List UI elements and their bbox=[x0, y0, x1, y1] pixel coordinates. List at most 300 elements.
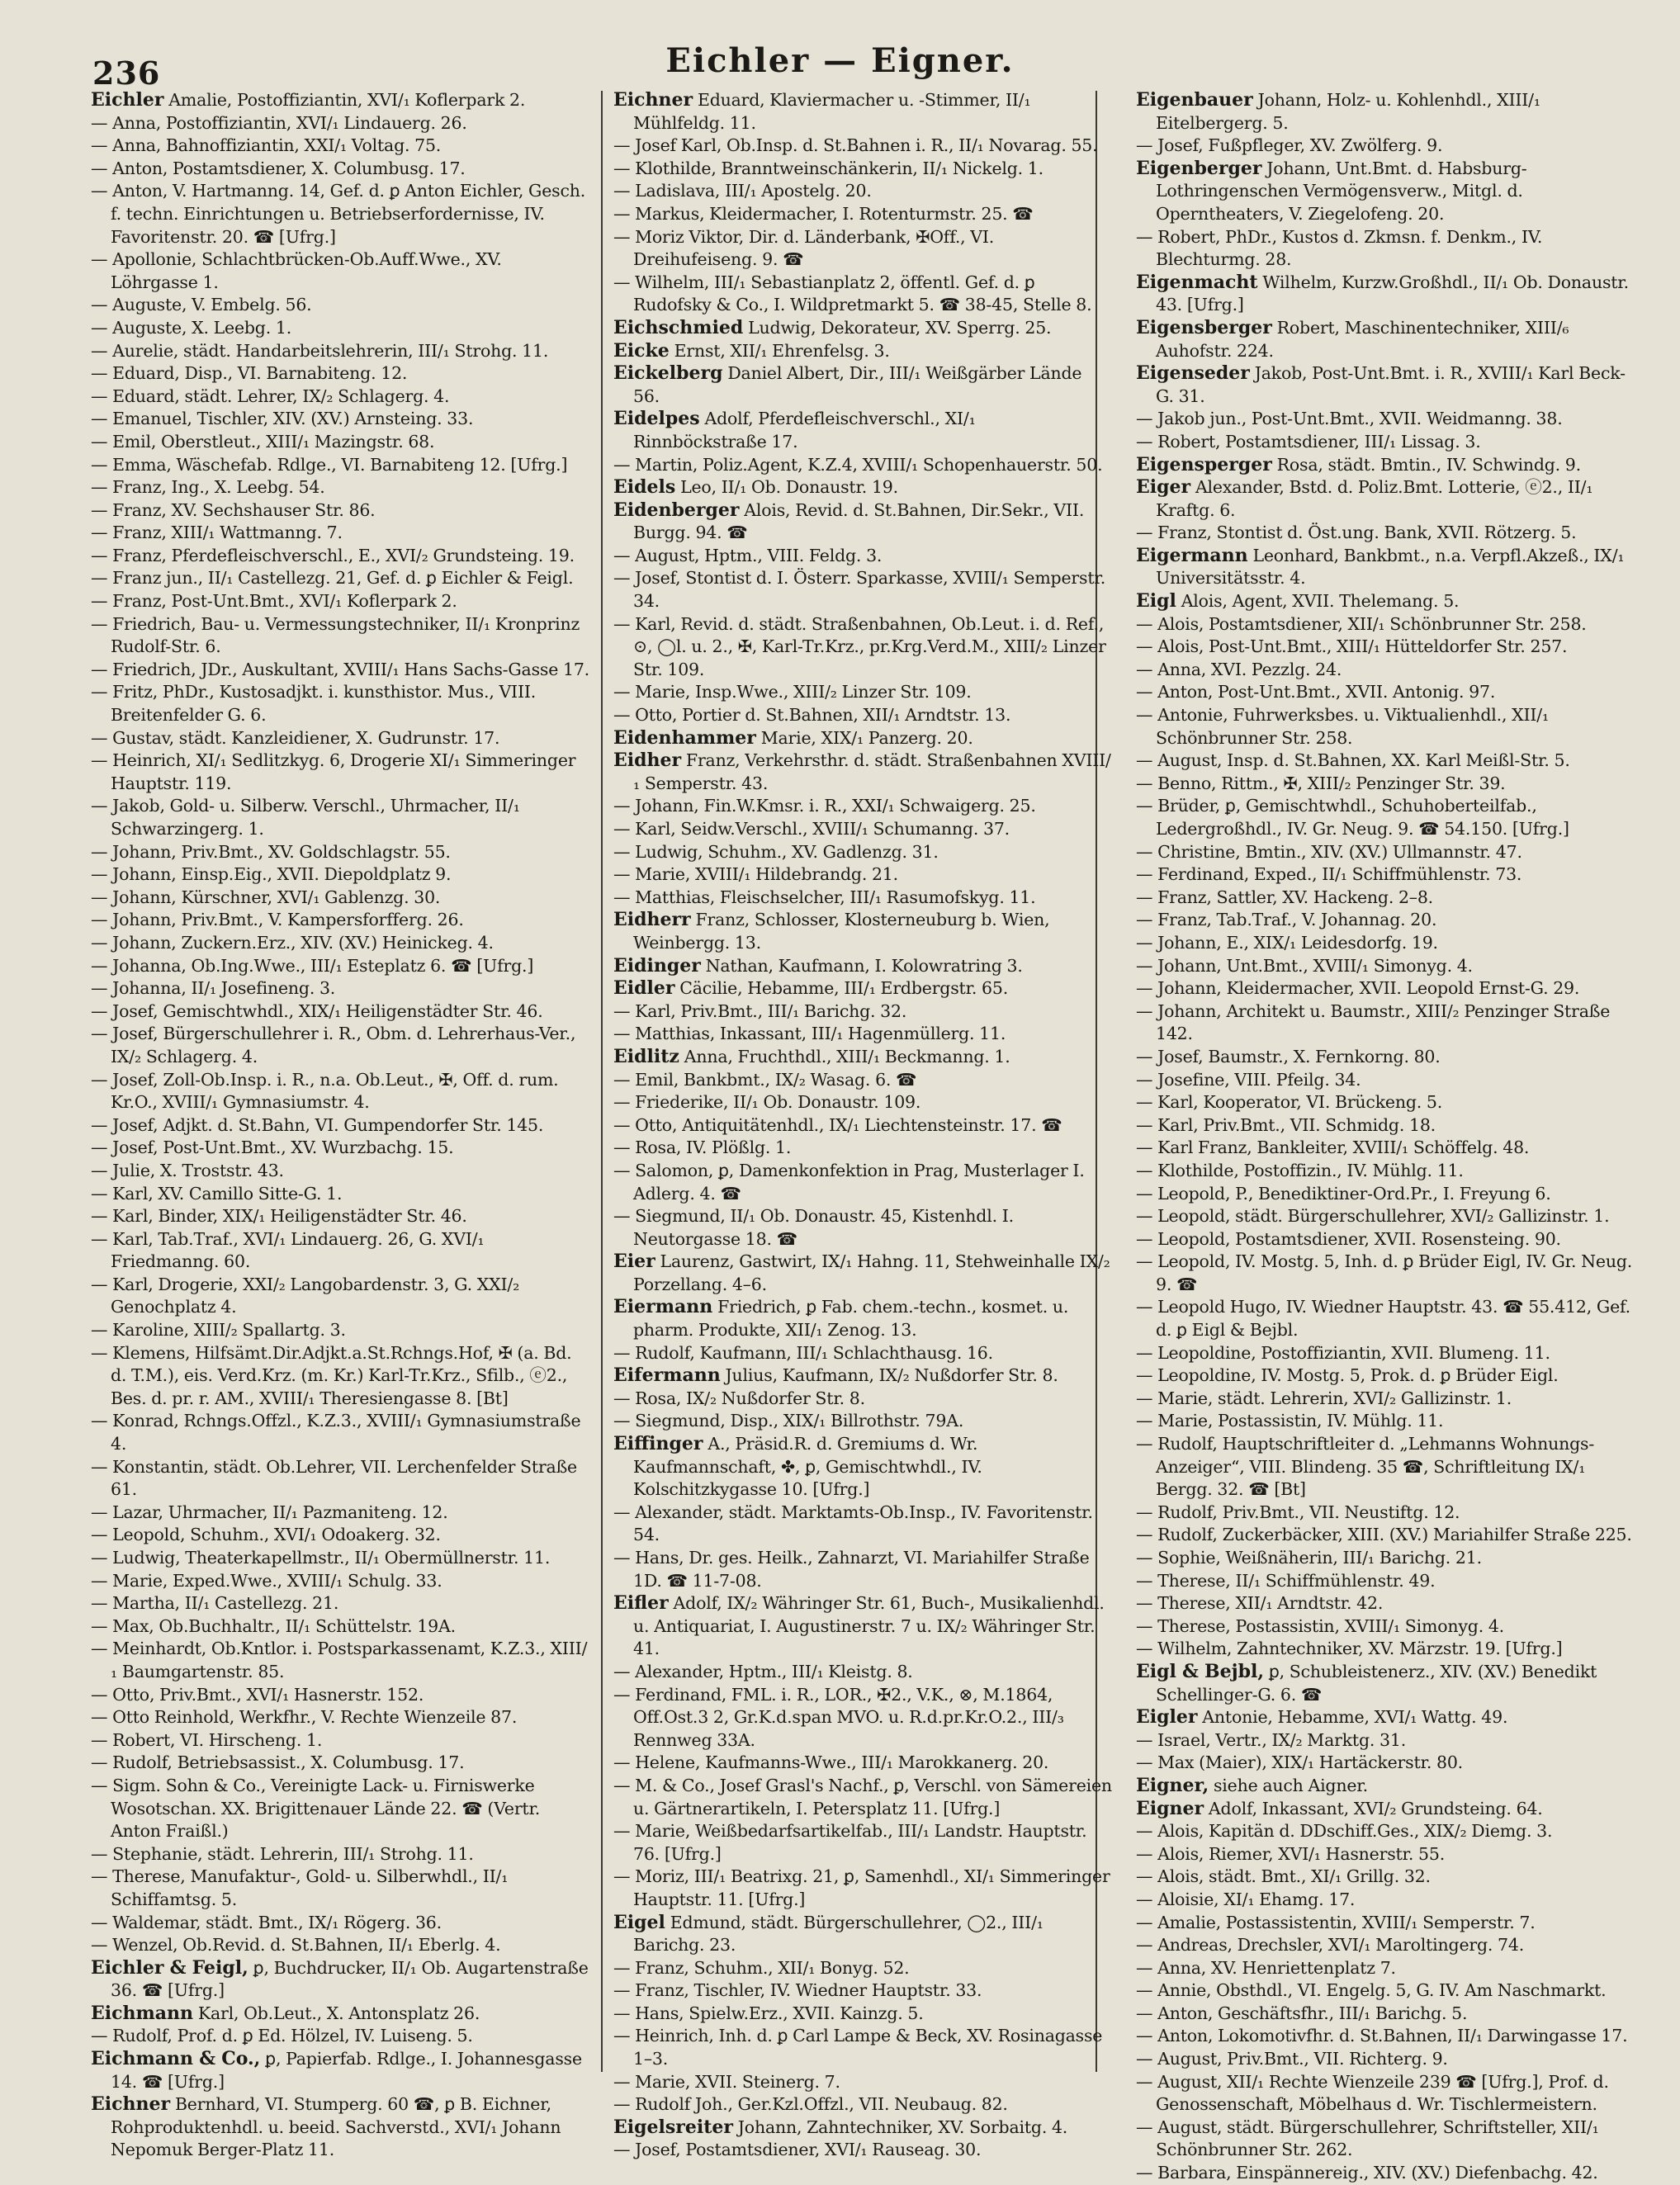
directory-entry bbox=[91, 1274, 589, 1319]
column-3 bbox=[1136, 89, 1635, 2183]
entry-surname: Eigensberger bbox=[1136, 316, 1272, 338]
entry-surname: Eidher bbox=[613, 750, 682, 772]
entry-text: — Franz, Ing., X. Leebg. 54. bbox=[91, 477, 325, 498]
entry-text: — Rudolf, Priv.Bmt., VII. Neustiftg. 12. bbox=[1136, 1502, 1460, 1522]
entry-surname: Eigenbauer bbox=[1136, 89, 1253, 111]
directory-entry bbox=[1136, 226, 1635, 272]
directory-entry bbox=[1136, 1388, 1635, 1411]
entry-text: — Leopold Hugo, IV. Wiedner Hauptstr. 43. ☎ 55.412, Gef. d. ꝑ Eigl & Bejbl. bbox=[1136, 1297, 1630, 1341]
directory-entry bbox=[91, 887, 589, 910]
entry-text: — Otto, Priv.Bmt., XVI/₁ Hasnerstr. 152. bbox=[91, 1684, 424, 1705]
directory-entry bbox=[613, 909, 1112, 954]
entry-text: Antonie, Hebamme, XVI/₁ Wattg. 49. bbox=[1202, 1707, 1508, 1728]
directory-entry bbox=[613, 977, 1112, 1000]
directory-entry bbox=[613, 1547, 1112, 1592]
entry-text: — Karl, Priv.Bmt., VII. Schmidg. 18. bbox=[1136, 1114, 1436, 1135]
entry-text: — Alois, Kapitän d. DDschiff.Ges., XIX/₂ Diemg. 3. bbox=[1136, 1821, 1553, 1842]
directory-entry bbox=[1136, 272, 1635, 317]
entry-text: — Karl, Kooperator, VI. Brückeng. 5. bbox=[1136, 1092, 1443, 1113]
directory-entry bbox=[613, 272, 1112, 317]
directory-entry bbox=[91, 1615, 589, 1639]
directory-entry bbox=[91, 1547, 589, 1570]
entry-text: — Leopold, Schuhm., XVI/₁ Odoakerg. 32. bbox=[91, 1525, 441, 1545]
directory-entry bbox=[1136, 1046, 1635, 1069]
entry-text: — Ludwig, Theaterkapellmstr., II/₁ Obermüllnerstr. 11. bbox=[91, 1548, 551, 1568]
directory-entry bbox=[91, 1319, 589, 1342]
entry-text: — Johann, Einsp.Eig., XVII. Diepoldplatz 9. bbox=[91, 864, 452, 885]
directory-entry bbox=[1136, 1866, 1635, 1889]
directory-entry bbox=[1136, 1706, 1635, 1729]
entry-text: — Josef, Stontist d. I. Österr. Sparkasse, XVIII/₁ Semperstr. 34. bbox=[613, 568, 1106, 612]
directory-entry bbox=[613, 750, 1112, 795]
entry-text: ꝑ, Papierfab. Rdlge., I. Johannesgasse 14. ☎ [Ufrg.] bbox=[111, 2049, 582, 2092]
entry-text: — Leopoldine, IV. Mostg. 5, Prok. d. ꝑ Brüder Eigl. bbox=[1136, 1365, 1559, 1386]
entry-text: — Franz, XV. Sechshauser Str. 86. bbox=[91, 499, 376, 520]
entry-text: — August, städt. Bürgerschullehrer, Schriftsteller, XII/₁ Schönbrunner Str. 262. bbox=[1136, 2116, 1599, 2160]
directory-entry bbox=[1136, 1342, 1635, 1365]
directory-entry bbox=[613, 454, 1112, 477]
entry-text: Nathan, Kaufmann, I. Kolowratring 3. bbox=[705, 955, 1023, 976]
directory-entry bbox=[613, 887, 1112, 910]
directory-entry bbox=[613, 818, 1112, 841]
directory-entry bbox=[1136, 2116, 1635, 2162]
directory-entry bbox=[91, 408, 589, 431]
entry-text: Ernst, XII/₁ Ehrenfelsg. 3. bbox=[674, 340, 890, 361]
entry-text: — Stephanie, städt. Lehrerin, III/₁ Strohg. 11. bbox=[91, 1843, 474, 1864]
directory-entry bbox=[613, 841, 1112, 864]
entry-text: — Moriz Viktor, Dir. d. Länderbank, ✠Off., VI. Dreihufeiseng. 9. ☎ bbox=[613, 226, 995, 270]
entry-surname: Eidlitz bbox=[613, 1045, 679, 1067]
directory-entry bbox=[1136, 1615, 1635, 1639]
directory-entry bbox=[1136, 1912, 1635, 1935]
entry-text: Leo, II/₁ Ob. Donaustr. 19. bbox=[680, 477, 898, 498]
entry-text: — Johann, Unt.Bmt., XVIII/₁ Simonyg. 4. bbox=[1136, 955, 1473, 976]
directory-entry bbox=[1136, 522, 1635, 545]
directory-entry bbox=[1136, 2162, 1635, 2185]
directory-entry bbox=[91, 135, 589, 158]
entry-text: Alexander, Bstd. d. Poliz.Bmt. Lotterie, ⓔ2., II/₁ Kraftg. 6. bbox=[1156, 477, 1593, 520]
directory-entry bbox=[613, 203, 1112, 226]
directory-entry bbox=[91, 567, 589, 590]
directory-entry bbox=[613, 1661, 1112, 1684]
entry-text: Johann, Zahntechniker, XV. Sorbaitg. 4. bbox=[737, 2116, 1068, 2137]
entry-surname: Eichmann & Co., bbox=[91, 2048, 261, 2070]
entry-surname: Eigl bbox=[1136, 590, 1176, 612]
directory-entry bbox=[613, 1957, 1112, 1980]
entry-text: — Wenzel, Ob.Revid. d. St.Bahnen, II/₁ Eberlg. 4. bbox=[91, 1935, 501, 1956]
entry-text: Daniel Albert, Dir., III/₁ Weißgärber Lände 56. bbox=[633, 363, 1082, 406]
directory-entry bbox=[91, 1023, 589, 1068]
entry-surname: Eigenberger bbox=[1136, 157, 1262, 179]
entry-text: — Christine, Bmtin., XIV. (XV.) Ullmannstr. 47. bbox=[1136, 841, 1522, 862]
entry-text: — Aloisie, XI/₁ Ehamg. 17. bbox=[1136, 1889, 1356, 1909]
entry-text: — Ferdinand, Exped., II/₁ Schiffmühlenstr. 73. bbox=[1136, 864, 1522, 885]
directory-entry bbox=[613, 1775, 1112, 1820]
directory-entry bbox=[613, 613, 1112, 682]
entry-text: — Andreas, Drechsler, XVI/₁ Maroltingerg. 74. bbox=[1136, 1935, 1525, 1956]
directory-entry bbox=[1136, 2025, 1635, 2048]
directory-entry bbox=[91, 1069, 589, 1114]
entry-surname: Eiger bbox=[1136, 476, 1191, 499]
entry-text: siehe auch Aigner. bbox=[1213, 1775, 1368, 1795]
entry-text: — Leopold, Postamtsdiener, XVII. Rosensteing. 90. bbox=[1136, 1228, 1561, 1249]
entry-text: — August, Insp. d. St.Bahnen, XX. Karl Meißl-Str. 5. bbox=[1136, 750, 1570, 771]
entry-text: Robert, Maschinentechniker, XIII/₆ Auhofstr. 224. bbox=[1156, 317, 1569, 361]
entry-text: — Max, Ob.Buchhaltr., II/₁ Schüttelstr. 19A. bbox=[91, 1615, 456, 1636]
entry-text: — Franz, Schuhm., XII/₁ Bonyg. 52. bbox=[613, 1957, 910, 1978]
directory-entry bbox=[1136, 1661, 1635, 1706]
entry-text: Bernhard, VI. Stumperg. 60 ☎, ꝑ B. Eichner, Rohproduktenhdl. u. beeid. Sachverstd., XVI/₁ Johann Nepomuk Berger-Platz 11. bbox=[111, 2094, 561, 2160]
directory-entry bbox=[91, 1410, 589, 1455]
entry-text: Wilhelm, Kurzw.Großhdl., II/₁ Ob. Donaustr. 43. [Ufrg.] bbox=[1156, 272, 1629, 315]
directory-entry bbox=[613, 727, 1112, 750]
directory-entry bbox=[613, 2139, 1112, 2162]
entry-text: — Israel, Vertr., IX/₂ Marktg. 31. bbox=[1136, 1729, 1407, 1750]
entry-text: — Eduard, städt. Lehrer, IX/₂ Schlagerg. 4. bbox=[91, 385, 450, 406]
directory-entry bbox=[1136, 454, 1635, 477]
entry-text: — Franz, Pferdefleischverschl., E., XVI/₂ Grundsteing. 19. bbox=[91, 545, 575, 565]
directory-entry bbox=[91, 1684, 589, 1707]
directory-entry bbox=[1136, 1160, 1635, 1183]
directory-entry bbox=[91, 294, 589, 317]
directory-entry bbox=[91, 1775, 589, 1843]
entry-surname: Eigner, bbox=[1136, 1774, 1209, 1796]
entry-text: — Robert, PhDr., Kustos d. Zkmsn. f. Denkm., IV. Blechturmg. 28. bbox=[1136, 226, 1543, 270]
entry-surname: Eiermann bbox=[613, 1296, 713, 1318]
entry-text: Alois, Revid. d. St.Bahnen, Dir.Sekr., VII. Burgg. 94. ☎ bbox=[633, 499, 1085, 543]
directory-entry bbox=[91, 340, 589, 363]
entry-text: — Gustav, städt. Kanzleidiener, X. Gudrunstr. 17. bbox=[91, 727, 500, 748]
directory-entry bbox=[1136, 2071, 1635, 2116]
directory-entry bbox=[91, 1638, 589, 1683]
entry-text: — Annie, Obsthdl., VI. Engelg. 5, G. IV. Am Naschmarkt. bbox=[1136, 1980, 1607, 2001]
entry-text: — Anna, XV. Henriettenplatz 7. bbox=[1136, 1957, 1396, 1978]
entry-text: — Hans, Spielw.Erz., XVII. Kainzg. 5. bbox=[613, 2003, 924, 2023]
entry-text: — Franz jun., II/₁ Castellezg. 21, Gef. d. ꝑ Eichler & Feigl. bbox=[91, 568, 574, 589]
running-head: Eichler — Eigner. bbox=[665, 41, 1015, 80]
entry-text: — Meinhardt, Ob.Kntlor. i. Postsparkassenamt, K.Z.3., XIII/₁ Baumgartenstr. 85. bbox=[91, 1639, 588, 1681]
directory-entry bbox=[613, 180, 1112, 203]
entry-text: — Anton, Lokomotivfhr. d. St.Bahnen, II/₁ Darwingasse 17. bbox=[1136, 2026, 1628, 2046]
entry-text: — Rudolf, Betriebsassist., X. Columbusg. 17. bbox=[91, 1752, 465, 1773]
directory-entry bbox=[613, 1388, 1112, 1411]
directory-entry bbox=[1136, 1979, 1635, 2003]
directory-entry bbox=[613, 317, 1112, 340]
entry-text: — Johanna, II/₁ Josefineng. 3. bbox=[91, 978, 336, 999]
entry-text: — Johann, Priv.Bmt., V. Kampersforfferg. 26. bbox=[91, 910, 464, 930]
entry-text: — Marie, städt. Lehrerin, XVI/₂ Gallizinstr. 1. bbox=[1136, 1388, 1512, 1408]
entry-text: — Johann, Kleidermacher, XVII. Leopold Ernst-G. 29. bbox=[1136, 978, 1580, 999]
entry-surname: Eidenhammer bbox=[613, 726, 756, 749]
entry-text: — Johann, E., XIX/₁ Leidesdorfg. 19. bbox=[1136, 932, 1438, 953]
directory-entry bbox=[613, 1342, 1112, 1365]
directory-entry bbox=[1136, 932, 1635, 955]
entry-text: — Robert, VI. Hirscheng. 1. bbox=[91, 1729, 323, 1750]
directory-entry bbox=[1136, 1547, 1635, 1570]
directory-entry bbox=[1136, 613, 1635, 636]
entry-text: Adolf, Pferdefleischverschl., XI/₁ Rinnböckstraße 17. bbox=[633, 409, 976, 452]
entry-surname: Eidinger bbox=[613, 954, 701, 977]
directory-entry bbox=[1136, 2003, 1635, 2026]
directory-entry bbox=[91, 2003, 589, 2026]
entry-text: — Rudolf, Prof. d. ꝑ Ed. Hölzel, IV. Luiseng. 5. bbox=[91, 2026, 473, 2046]
directory-entry bbox=[613, 2025, 1112, 2070]
entry-surname: Eigenmacht bbox=[1136, 271, 1258, 293]
directory-entry bbox=[1136, 795, 1635, 840]
entry-text: Rosa, städt. Bmtin., IV. Schwindg. 9. bbox=[1276, 454, 1581, 475]
directory-entry bbox=[91, 1843, 589, 1866]
directory-entry bbox=[613, 1205, 1112, 1251]
entry-text: — Alois, Postamtsdiener, XII/₁ Schönbrunner Str. 258. bbox=[1136, 613, 1587, 634]
entry-text: — Siegmund, Disp., XIX/₁ Billrothstr. 79A. bbox=[613, 1411, 964, 1431]
entry-text: Karl, Ob.Leut., X. Antonsplatz 26. bbox=[197, 2003, 480, 2023]
entry-text: — Rudolf, Zuckerbäcker, XIII. (XV.) Mariahilfer Straße 225. bbox=[1136, 1525, 1632, 1545]
entry-text: — Otto, Antiquitätenhdl., IX/₁ Liechtensteinstr. 17. ☎ bbox=[613, 1114, 1062, 1135]
entry-text: — Karl, Revid. d. städt. Straßenbahnen, Ob.Leut. i. d. Ref., ⊙, ◯l. u. 2., ✠, Karl-Tr.Krz., pr.Krg.Verd.M., XIII/₂ Linzer Str. 109. bbox=[613, 613, 1106, 679]
directory-entry bbox=[1136, 362, 1635, 408]
entry-surname: Eigel bbox=[613, 1911, 665, 1933]
entry-text: — Leopoldine, Postoffiziantin, XVII. Blumeng. 11. bbox=[1136, 1342, 1550, 1363]
directory-entry bbox=[91, 659, 589, 682]
entry-text: — Amalie, Postassistentin, XVIII/₁ Semperstr. 7. bbox=[1136, 1912, 1536, 1932]
directory-entry bbox=[613, 89, 1112, 135]
directory-entry bbox=[1136, 1638, 1635, 1661]
entry-text: — Matthias, Fleischselcher, III/₁ Rasumofskyg. 11. bbox=[613, 887, 1036, 907]
entry-text: — Klothilde, Branntweinschänkerin, II/₁ Nickelg. 1. bbox=[613, 158, 1043, 178]
entry-text: — Hans, Dr. ges. Heilk., Zahnarzt, VI. Mariahilfer Straße 1D. ☎ 11-7-08. bbox=[613, 1548, 1090, 1591]
directory-entry bbox=[91, 89, 589, 112]
entry-text: — Emanuel, Tischler, XIV. (XV.) Arnsteing. 33. bbox=[91, 409, 474, 429]
directory-entry bbox=[91, 955, 589, 978]
entry-text: — Johann, Fin.W.Kmsr. i. R., XXI/₁ Schwaigerg. 25. bbox=[613, 796, 1036, 816]
directory-entry bbox=[613, 499, 1112, 545]
entry-text: — Moriz, III/₁ Beatrixg. 21, ꝑ, Samenhdl., XI/₁ Simmeringer Hauptstr. 11. [Ufrg.] bbox=[613, 1866, 1110, 1909]
entry-surname: Eifermann bbox=[613, 1364, 721, 1387]
column-1 bbox=[91, 89, 589, 2160]
entry-text: — Josef Karl, Ob.Insp. d. St.Bahnen i. R., II/₁ Novarag. 55. bbox=[613, 135, 1098, 156]
entry-text: Cäcilie, Hebamme, III/₁ Erdbergstr. 65. bbox=[679, 978, 1009, 999]
entry-text: — Rudolf, Kaufmann, III/₁ Schlachthausg. 16. bbox=[613, 1342, 993, 1363]
directory-entry bbox=[613, 1502, 1112, 1547]
directory-entry bbox=[91, 1456, 589, 1502]
directory-entry bbox=[91, 2025, 589, 2048]
entry-text: — Waldemar, städt. Bmt., IX/₁ Rögerg. 36. bbox=[91, 1912, 442, 1932]
directory-entry bbox=[613, 1251, 1112, 1296]
entry-surname: Eigensperger bbox=[1136, 453, 1272, 475]
entry-text: — Fritz, PhDr., Kustosadjkt. i. kunsthistor. Mus., VIII. Breitenfelder G. 6. bbox=[91, 682, 537, 726]
entry-text: — Friedrich, Bau- u. Vermessungstechniker, II/₁ Kronprinz Rudolf-Str. 6. bbox=[91, 613, 580, 657]
entry-text: — Apollonie, Schlachtbrücken-Ob.Auff.Wwe., XV. Löhrgasse 1. bbox=[91, 249, 502, 292]
entry-text: — Martin, Poliz.Agent, K.Z.4, XVIII/₁ Schopenhauerstr. 50. bbox=[613, 454, 1103, 475]
entry-text: — Anton, Geschäftsfhr., III/₁ Barichg. 5. bbox=[1136, 2003, 1468, 2023]
entry-text: Adolf, IX/₂ Währinger Str. 61, Buch-, Musikalienhdl. u. Antiquariat, I. Augustinerstr. 7 u. IX/₂ Währinger Str. 41. bbox=[633, 1593, 1105, 1659]
directory-entry bbox=[91, 1752, 589, 1775]
entry-text: — Benno, Rittm., ✠, XIII/₂ Penzinger Str. 39. bbox=[1136, 773, 1506, 793]
directory-entry bbox=[1136, 1069, 1635, 1092]
directory-entry bbox=[1136, 1114, 1635, 1137]
directory-entry bbox=[613, 704, 1112, 727]
entry-text: Amalie, Postoffiziantin, XVI/₁ Koflerpark 2. bbox=[168, 90, 526, 110]
entry-text: — Karl, Priv.Bmt., III/₁ Barichg. 32. bbox=[613, 1000, 907, 1021]
entry-text: Adolf, Inkassant, XVI/₂ Grundsteing. 64. bbox=[1208, 1798, 1543, 1818]
directory-entry bbox=[91, 863, 589, 887]
directory-entry bbox=[613, 1000, 1112, 1024]
entry-text: ꝑ, Buchdrucker, II/₁ Ob. Augartenstraße 36. ☎ [Ufrg.] bbox=[111, 1957, 589, 2001]
directory-entry bbox=[613, 567, 1112, 612]
directory-entry bbox=[613, 1296, 1112, 1341]
directory-entry bbox=[1136, 977, 1635, 1000]
entry-text: — Therese, II/₁ Schiffmühlenstr. 49. bbox=[1136, 1570, 1436, 1591]
directory-entry bbox=[91, 1114, 589, 1137]
entry-surname: Eidherr bbox=[613, 909, 691, 931]
directory-entry bbox=[613, 2071, 1112, 2094]
directory-entry bbox=[91, 362, 589, 385]
entry-surname: Eigner bbox=[1136, 1797, 1204, 1819]
directory-entry bbox=[1136, 431, 1635, 454]
entry-text: — Josef, Postamtsdiener, XVI/₁ Rauseag. 30. bbox=[613, 2140, 982, 2160]
directory-entry bbox=[613, 1046, 1112, 1069]
directory-entry bbox=[613, 1069, 1112, 1092]
directory-entry bbox=[91, 1957, 589, 2003]
entry-surname: Eichler & Feigl, bbox=[91, 1956, 248, 1979]
entry-text: — Franz, Sattler, XV. Hackeng. 2–8. bbox=[1136, 887, 1434, 907]
directory-entry bbox=[1136, 1410, 1635, 1433]
directory-entry bbox=[1136, 1592, 1635, 1615]
entry-text: Leonhard, Bankbmt., n.a. Verpfl.Akzeß., IX/₁ Universitätsstr. 4. bbox=[1156, 545, 1625, 589]
entry-text: — Ludwig, Schuhm., XV. Gadlenzg. 31. bbox=[613, 841, 939, 862]
directory-entry bbox=[613, 135, 1112, 158]
entry-text: Edmund, städt. Bürgerschullehrer, ◯2., III/₁ Barichg. 23. bbox=[633, 1912, 1043, 1956]
directory-entry bbox=[1136, 1296, 1635, 1341]
entry-text: — Friedrich, JDr., Auskultant, XVIII/₁ Hans Sachs-Gasse 17. bbox=[91, 659, 589, 679]
directory-entry bbox=[613, 1114, 1112, 1137]
directory-entry bbox=[613, 158, 1112, 181]
entry-text: Eduard, Klaviermacher u. -Stimmer, II/₁ Mühlfeldg. 11. bbox=[633, 90, 1031, 133]
entry-text: — Anton, Post-Unt.Bmt., XVII. Antonig. 97. bbox=[1136, 682, 1496, 702]
directory-entry bbox=[613, 1091, 1112, 1114]
entry-text: — Brüder, ꝑ, Gemischtwhdl., Schuhoberteilfab., Ledergroßhdl., IV. Gr. Neug. 9. ☎ 54.150. [Ufrg.] bbox=[1136, 796, 1569, 839]
entry-text: Franz, Verkehrsthr. d. städt. Straßenbahnen XVIII/₁ Semperstr. 43. bbox=[633, 750, 1111, 793]
entry-text: — Franz, Tab.Traf., V. Johannag. 20. bbox=[1136, 910, 1437, 930]
entry-text: — Leopold, IV. Mostg. 5, Inh. d. ꝑ Brüder Eigl, IV. Gr. Neug. 9. ☎ bbox=[1136, 1251, 1633, 1294]
directory-entry bbox=[1136, 158, 1635, 226]
entry-surname: Eichmann bbox=[91, 2002, 194, 2024]
directory-entry bbox=[1136, 590, 1635, 613]
entry-surname: Eicke bbox=[613, 339, 670, 362]
directory-entry bbox=[91, 1342, 589, 1411]
entry-text: — Alois, städt. Bmt., XI/₁ Grillg. 32. bbox=[1136, 1866, 1431, 1887]
directory-entry bbox=[613, 2003, 1112, 2026]
entry-surname: Eigermann bbox=[1136, 544, 1248, 566]
entry-text: — Sigm. Sohn & Co., Vereinigte Lack- u. Firniswerke Wosotschan. XX. Brigittenauer Lände 22. ☎ (Vertr. Anton Fraißl.) bbox=[91, 1775, 541, 1842]
entry-text: — Emma, Wäschefab. Rdlge., VI. Barnabiteng 12. [Ufrg.] bbox=[91, 454, 568, 475]
directory-entry bbox=[613, 408, 1112, 453]
directory-entry bbox=[613, 476, 1112, 499]
directory-entry bbox=[1136, 1137, 1635, 1160]
entry-surname: Eichschmied bbox=[613, 316, 744, 338]
entry-surname: Eifler bbox=[613, 1592, 669, 1615]
entry-text: — Josef, Adjkt. d. St.Bahn, VI. Gumpendorfer Str. 145. bbox=[91, 1114, 544, 1135]
entry-text: — Klothilde, Postoffizin., IV. Mühlg. 11. bbox=[1136, 1160, 1464, 1180]
directory-entry bbox=[91, 158, 589, 181]
directory-entry bbox=[613, 1592, 1112, 1661]
entry-text: Marie, XIX/₁ Panzerg. 20. bbox=[760, 727, 973, 748]
entry-text: — Auguste, V. Embelg. 56. bbox=[91, 295, 312, 315]
directory-entry bbox=[91, 1592, 589, 1615]
directory-entry bbox=[91, 1729, 589, 1752]
directory-entry bbox=[1136, 1934, 1635, 1957]
column-2 bbox=[613, 89, 1112, 2160]
entry-surname: Eiffinger bbox=[613, 1433, 703, 1455]
entry-text: — Josef, Zoll-Ob.Insp. i. R., n.a. Ob.Leut., ✠, Off. d. rum. Kr.O., XVIII/₁ Gymnasiumstr. 4. bbox=[91, 1069, 559, 1113]
entry-text: — Franz, Post-Unt.Bmt., XVI/₁ Koflerpark 2. bbox=[91, 591, 457, 612]
directory-entry bbox=[1136, 135, 1635, 158]
entry-text: — Marie, Insp.Wwe., XIII/₂ Linzer Str. 109. bbox=[613, 682, 972, 702]
directory-entry bbox=[91, 795, 589, 840]
entry-text: ꝑ, Schubleistenerz., XIV. (XV.) Benedikt Schellinger-G. 6. ☎ bbox=[1156, 1661, 1597, 1705]
entry-text: — Franz, Tischler, IV. Wiedner Hauptstr. 33. bbox=[613, 1980, 982, 2001]
directory-entry bbox=[1136, 408, 1635, 431]
entry-text: — M. & Co., Josef Grasl's Nachf., ꝑ, Verschl. von Sämereien u. Gärtnerartikeln, I. Petersplatz 11. [Ufrg.] bbox=[613, 1775, 1112, 1818]
entry-text: — Markus, Kleidermacher, I. Rotenturmstr. 25. ☎ bbox=[613, 203, 1034, 224]
entry-surname: Eichler bbox=[91, 89, 164, 111]
directory-entry bbox=[613, 1160, 1112, 1205]
directory-entry bbox=[1136, 1775, 1635, 1798]
entry-text: — Rosa, IX/₂ Nußdorfer Str. 8. bbox=[613, 1388, 865, 1408]
directory-entry bbox=[1136, 659, 1635, 682]
entry-surname: Eickelberg bbox=[613, 362, 723, 385]
entry-surname: Eigelsreiter bbox=[613, 2116, 733, 2138]
entry-text: — Wilhelm, III/₁ Sebastianplatz 2, öffentl. Gef. d. ꝑ Rudofsky & Co., I. Wildpretmarkt 5. ☎ 38-45, Stelle 8. bbox=[613, 272, 1092, 315]
directory-entry bbox=[1136, 89, 1635, 135]
directory-entry bbox=[1136, 841, 1635, 864]
entry-text: A., Präsid.R. d. Gremiums d. Wr. Kaufmannschaft, ✤, ꝑ, Gemischtwhdl., IV. Kolschitzkygasse 10. [Ufrg.] bbox=[633, 1434, 982, 1500]
entry-text: — Otto Reinhold, Werkfhr., V. Rechte Wienzeile 87. bbox=[91, 1707, 518, 1728]
directory-entry bbox=[1136, 476, 1635, 522]
entry-text: — Robert, Postamtsdiener, III/₁ Lissag. 3. bbox=[1136, 431, 1481, 452]
directory-entry bbox=[1136, 750, 1635, 773]
entry-text: — Klemens, Hilfsämt.Dir.Adjkt.a.St.Rchngs.Hof, ✠ (a. Bd. d. T.M.), eis. Verd.Krz. (m. Kr.) Karl-Tr.Krz., Sfilb., ⓔ2., Bes. d. pr. r. AM., XVIII/₁ Theresiengasse 8. [Bt] bbox=[91, 1342, 572, 1408]
entry-surname: Eichner bbox=[613, 89, 693, 111]
entry-text: — Therese, Postassistin, XVIII/₁ Simonyg. 4. bbox=[1136, 1615, 1504, 1636]
directory-entry bbox=[91, 1000, 589, 1024]
directory-entry bbox=[613, 681, 1112, 704]
entry-text: — Heinrich, XI/₁ Sedlitzkyg. 6, Drogerie XI/₁ Simmeringer Hauptstr. 119. bbox=[91, 750, 576, 793]
directory-entry bbox=[1136, 1205, 1635, 1228]
entry-text: — Josefine, VIII. Pfeilg. 34. bbox=[1136, 1069, 1361, 1090]
entry-text: — Helene, Kaufmanns-Wwe., III/₁ Marokkanerg. 20. bbox=[613, 1752, 1049, 1773]
directory-entry bbox=[613, 2093, 1112, 2116]
directory-entry bbox=[1136, 773, 1635, 796]
entry-text: — August, XII/₁ Rechte Wienzeile 239 ☎ [Ufrg.], Prof. d. Genossenschaft, Möbelhaus d. Wr. Tischlermeistern. bbox=[1136, 2071, 1609, 2115]
directory-entry bbox=[1136, 1752, 1635, 1775]
entry-text: — Alexander, Hptm., III/₁ Kleistg. 8. bbox=[613, 1661, 913, 1681]
directory-entry bbox=[1136, 681, 1635, 704]
entry-text: — Josef, Bürgerschullehrer i. R., Obm. d. Lehrerhaus-Ver., IX/₂ Schlagerg. 4. bbox=[91, 1024, 576, 1066]
directory-entry bbox=[1136, 2048, 1635, 2071]
directory-entry bbox=[1136, 1843, 1635, 1866]
entry-text: Johann, Unt.Bmt. d. Habsburg-Lothringenschen Vermögensverw., Mitgl. d. Operntheaters, V. Ziegelofeng. 20. bbox=[1156, 158, 1527, 224]
entry-text: — Jakob, Gold- u. Silberw. Verschl., Uhrmacher, II/₁ Schwarzingerg. 1. bbox=[91, 796, 520, 839]
entry-surname: Eidenberger bbox=[613, 499, 740, 521]
entry-text: — Johanna, Ob.Ing.Wwe., III/₁ Esteplatz 6. ☎ [Ufrg.] bbox=[91, 955, 534, 976]
directory-entry bbox=[1136, 1228, 1635, 1251]
entry-text: — Karl, Seidw.Verschl., XVIII/₁ Schumanng. 37. bbox=[613, 819, 1010, 839]
entry-surname: Eidelpes bbox=[613, 408, 700, 430]
entry-text: — August, Priv.Bmt., VII. Richterg. 9. bbox=[1136, 2049, 1448, 2069]
directory-entry bbox=[613, 545, 1112, 568]
entry-text: — Sophie, Weißnäherin, III/₁ Barichg. 21. bbox=[1136, 1548, 1482, 1568]
